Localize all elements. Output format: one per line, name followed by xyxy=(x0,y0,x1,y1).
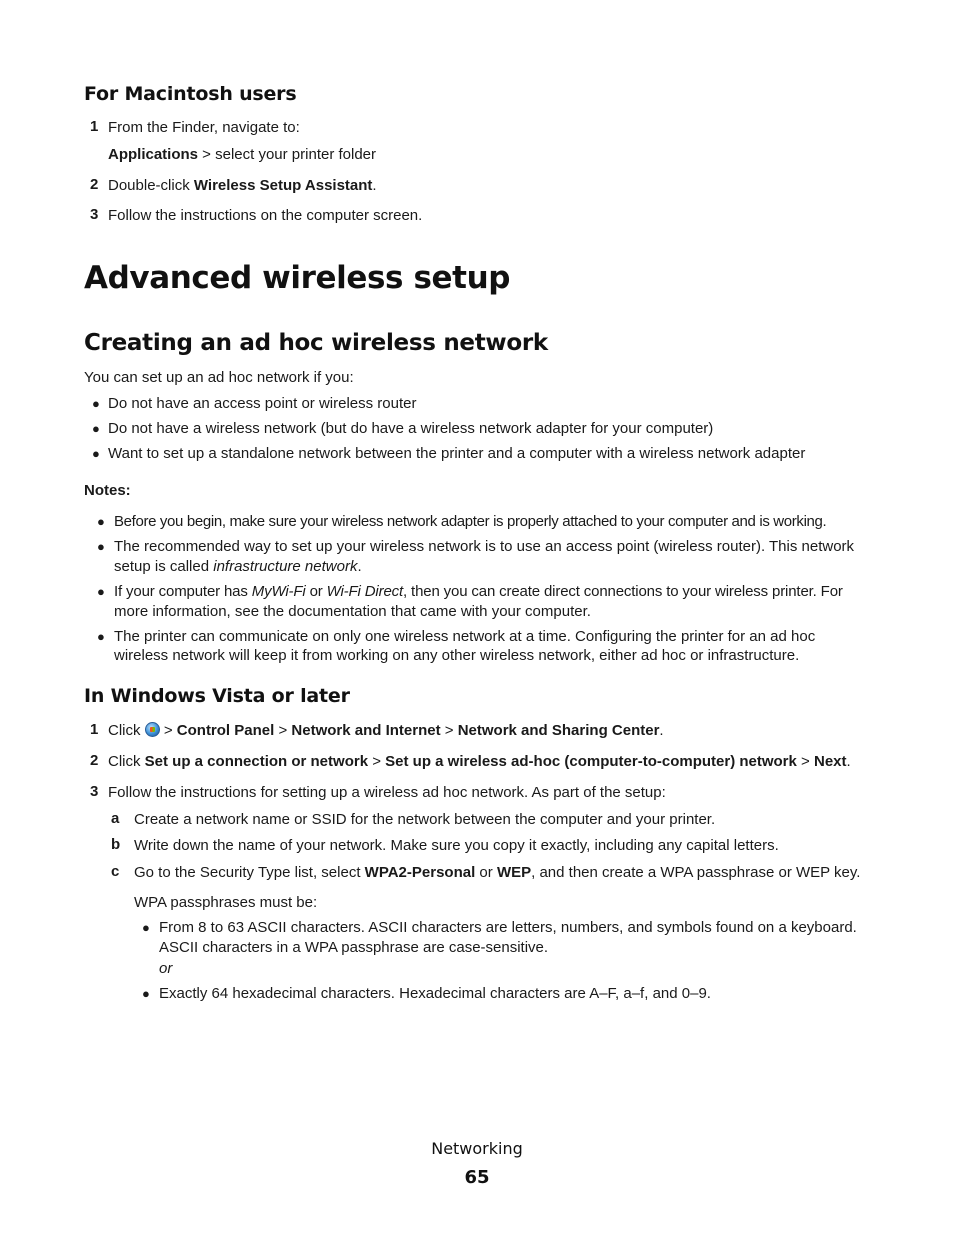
windows-start-icon xyxy=(145,722,160,737)
step-text: From the Finder, navigate to: xyxy=(108,119,300,136)
menu-path-applications: Applications xyxy=(108,146,199,163)
step-text: Follow the instructions on the computer screen. xyxy=(108,207,423,224)
step-number: 2 xyxy=(90,752,99,769)
bullet-icon: ● xyxy=(97,539,105,554)
list-item: Want to set up a standalone network between the printer and a computer with a wireless network adapter xyxy=(108,445,806,462)
section-heading-mac: For Macintosh users xyxy=(84,83,297,105)
step-number: 2 xyxy=(90,176,99,193)
step-text: Click > Control Panel > Network and Internet > Network and Sharing Center. xyxy=(108,722,664,739)
note-item-continued: setup is called infrastructure network. xyxy=(114,558,362,575)
substep-letter: a xyxy=(111,810,120,827)
section-heading-adhoc: Creating an ad hoc wireless network xyxy=(84,330,548,356)
step-number: 3 xyxy=(90,206,99,223)
bullet-icon: ● xyxy=(142,986,150,1001)
step-text: Follow the instructions for setting up a wireless ad hoc network. As part of the setup: xyxy=(108,784,666,801)
page-number: 65 xyxy=(464,1167,490,1188)
note-item-continued: more information, see the documentation that came with your computer. xyxy=(114,603,591,620)
list-item: Do not have an access point or wireless router xyxy=(108,395,417,412)
substep-text: Go to the Security Type list, select WPA2-Personal or WEP, and then create a WPA passphrase or WEP key. xyxy=(134,864,861,881)
step-text: Double-click Wireless Setup Assistant. xyxy=(108,177,377,194)
or-text: or xyxy=(159,960,173,977)
list-item: Exactly 64 hexadecimal characters. Hexadecimal characters are A–F, a–f, and 0–9. xyxy=(159,985,711,1002)
list-item: From 8 to 63 ASCII characters. ASCII characters are letters, numbers, and symbols found on a keyboard. xyxy=(159,919,857,936)
notes-label: Notes: xyxy=(84,482,131,499)
bullet-icon: ● xyxy=(92,396,100,411)
list-item-continued: ASCII characters in a WPA passphrase are case-sensitive. xyxy=(159,939,549,956)
note-item: Before you begin, make sure your wireless network adapter is properly attached to your computer and is working. xyxy=(114,513,827,530)
bullet-icon: ● xyxy=(97,514,105,529)
page-title: Advanced wireless setup xyxy=(84,260,511,296)
bullet-icon: ● xyxy=(92,446,100,461)
substep-text: Write down the name of your network. Make sure you copy it exactly, including any capital letters. xyxy=(134,837,779,854)
note-item: The recommended way to set up your wireless network is to use an access point (wireless router). This network xyxy=(114,538,855,555)
bullet-icon: ● xyxy=(92,421,100,436)
bullet-icon: ● xyxy=(142,920,150,935)
step-subline: Applications > select your printer folder xyxy=(108,146,377,163)
section-heading-vista: In Windows Vista or later xyxy=(84,685,350,707)
substep-letter: b xyxy=(111,836,121,853)
wpa-intro: WPA passphrases must be: xyxy=(134,894,318,911)
bullet-icon: ● xyxy=(97,584,105,599)
note-item: If your computer has MyWi-Fi or Wi-Fi Direct, then you can create direct connections to your wireless printer. For xyxy=(114,583,843,600)
note-item: The printer can communicate on only one wireless network at a time. Configuring the printer for an ad hoc xyxy=(114,628,816,645)
step-number: 1 xyxy=(90,721,99,738)
substep-letter: c xyxy=(111,863,120,880)
substep-text: Create a network name or SSID for the network between the computer and your printer. xyxy=(134,811,716,828)
step-text: Click Set up a connection or network > Set up a wireless ad-hoc (computer-to-computer) network > Next. xyxy=(108,753,851,770)
step-number: 3 xyxy=(90,783,99,800)
step-number: 1 xyxy=(90,118,99,135)
list-item: Do not have a wireless network (but do have a wireless network adapter for your computer) xyxy=(108,420,714,437)
bullet-icon: ● xyxy=(97,629,105,644)
intro-text: You can set up an ad hoc network if you: xyxy=(84,369,354,386)
note-item-continued: wireless network will keep it from working on any other wireless network, either ad hoc or infrastructure. xyxy=(114,647,800,664)
footer-section-label: Networking xyxy=(431,1139,523,1158)
